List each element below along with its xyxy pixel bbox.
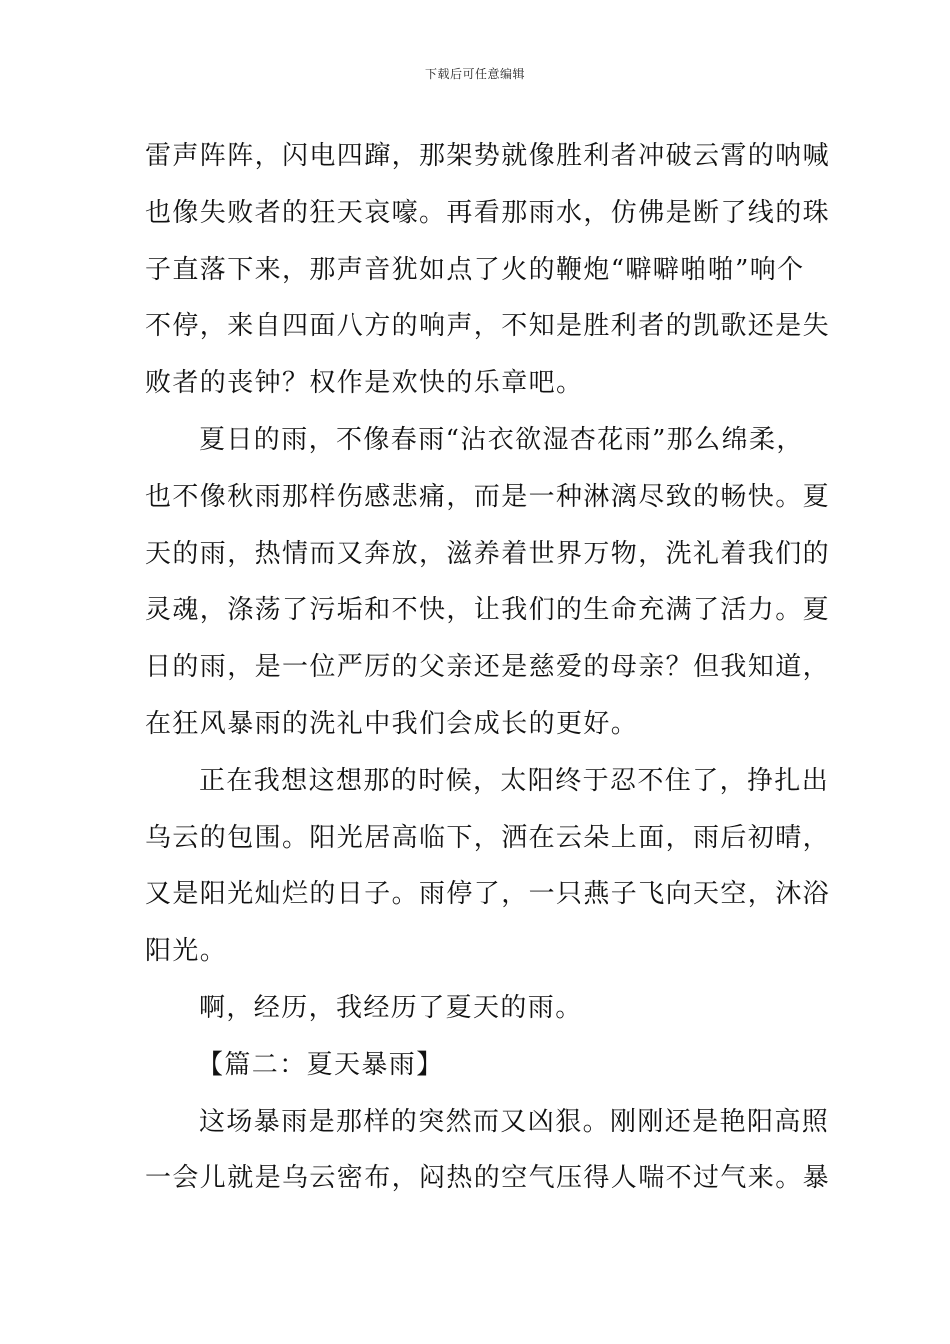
document-body (145, 128, 831, 1207)
text-line: 乌云的包围。阳光居高临下，洒在云朵上面，雨后初晴， (145, 822, 831, 853)
paragraph-start-line: 夏日的雨，不像春雨“沾衣欲湿杏花雨”那么绵柔， (199, 424, 804, 455)
text-line: 灵魂，涤荡了污垢和不快，让我们的生命充满了活力。夏 (145, 595, 831, 626)
text-line: 又是阳光灿烂的日子。雨停了，一只燕子飞向天空，沐浴 (145, 879, 831, 910)
text-line: 雷声阵阵，闪电四蹿，那架势就像胜利者冲破云霄的呐喊 (145, 141, 831, 171)
text-line: 也不像秋雨那样伤感悲痛，而是一种淋漓尽致的畅快。夏 (145, 481, 831, 512)
section-heading: 【篇二：夏天暴雨】 (197, 1049, 444, 1080)
paragraph-start-line: 啊，经历，我经历了夏天的雨。 (199, 992, 583, 1023)
text-line: 一会儿就是乌云密布，闷热的空气压得人喘不过气来。暴 (145, 1163, 831, 1194)
paragraph-start-line: 正在我想这想那的时候，太阳终于忍不住了，挣扎出 (199, 765, 830, 796)
paragraph-start-line: 这场暴雨是那样的突然而又凶狠。刚刚还是艳阳高照 (199, 1106, 830, 1137)
text-line: 日的雨，是一位严厉的父亲还是慈爱的母亲？但我知道， (145, 652, 831, 683)
text-line: 败者的丧钟？权作是欢快的乐章吧。 (145, 368, 584, 399)
text-line: 阳光。 (145, 936, 228, 967)
text-line: 在狂风暴雨的洗礼中我们会成长的更好。 (145, 708, 639, 739)
text-line: 不停，来自四面八方的响声，不知是胜利者的凯歌还是失 (145, 311, 831, 342)
text-line: 子直落下来，那声音犹如点了火的鞭炮“噼噼啪啪”响个 (145, 254, 805, 285)
text-line: 天的雨，热情而又奔放，滋养着世界万物，洗礼着我们的 (145, 538, 831, 569)
text-line: 也像失败者的狂天哀嚎。再看那雨水，仿佛是断了线的珠 (145, 197, 831, 228)
page-header: 下载后可任意编辑 (424, 67, 525, 81)
